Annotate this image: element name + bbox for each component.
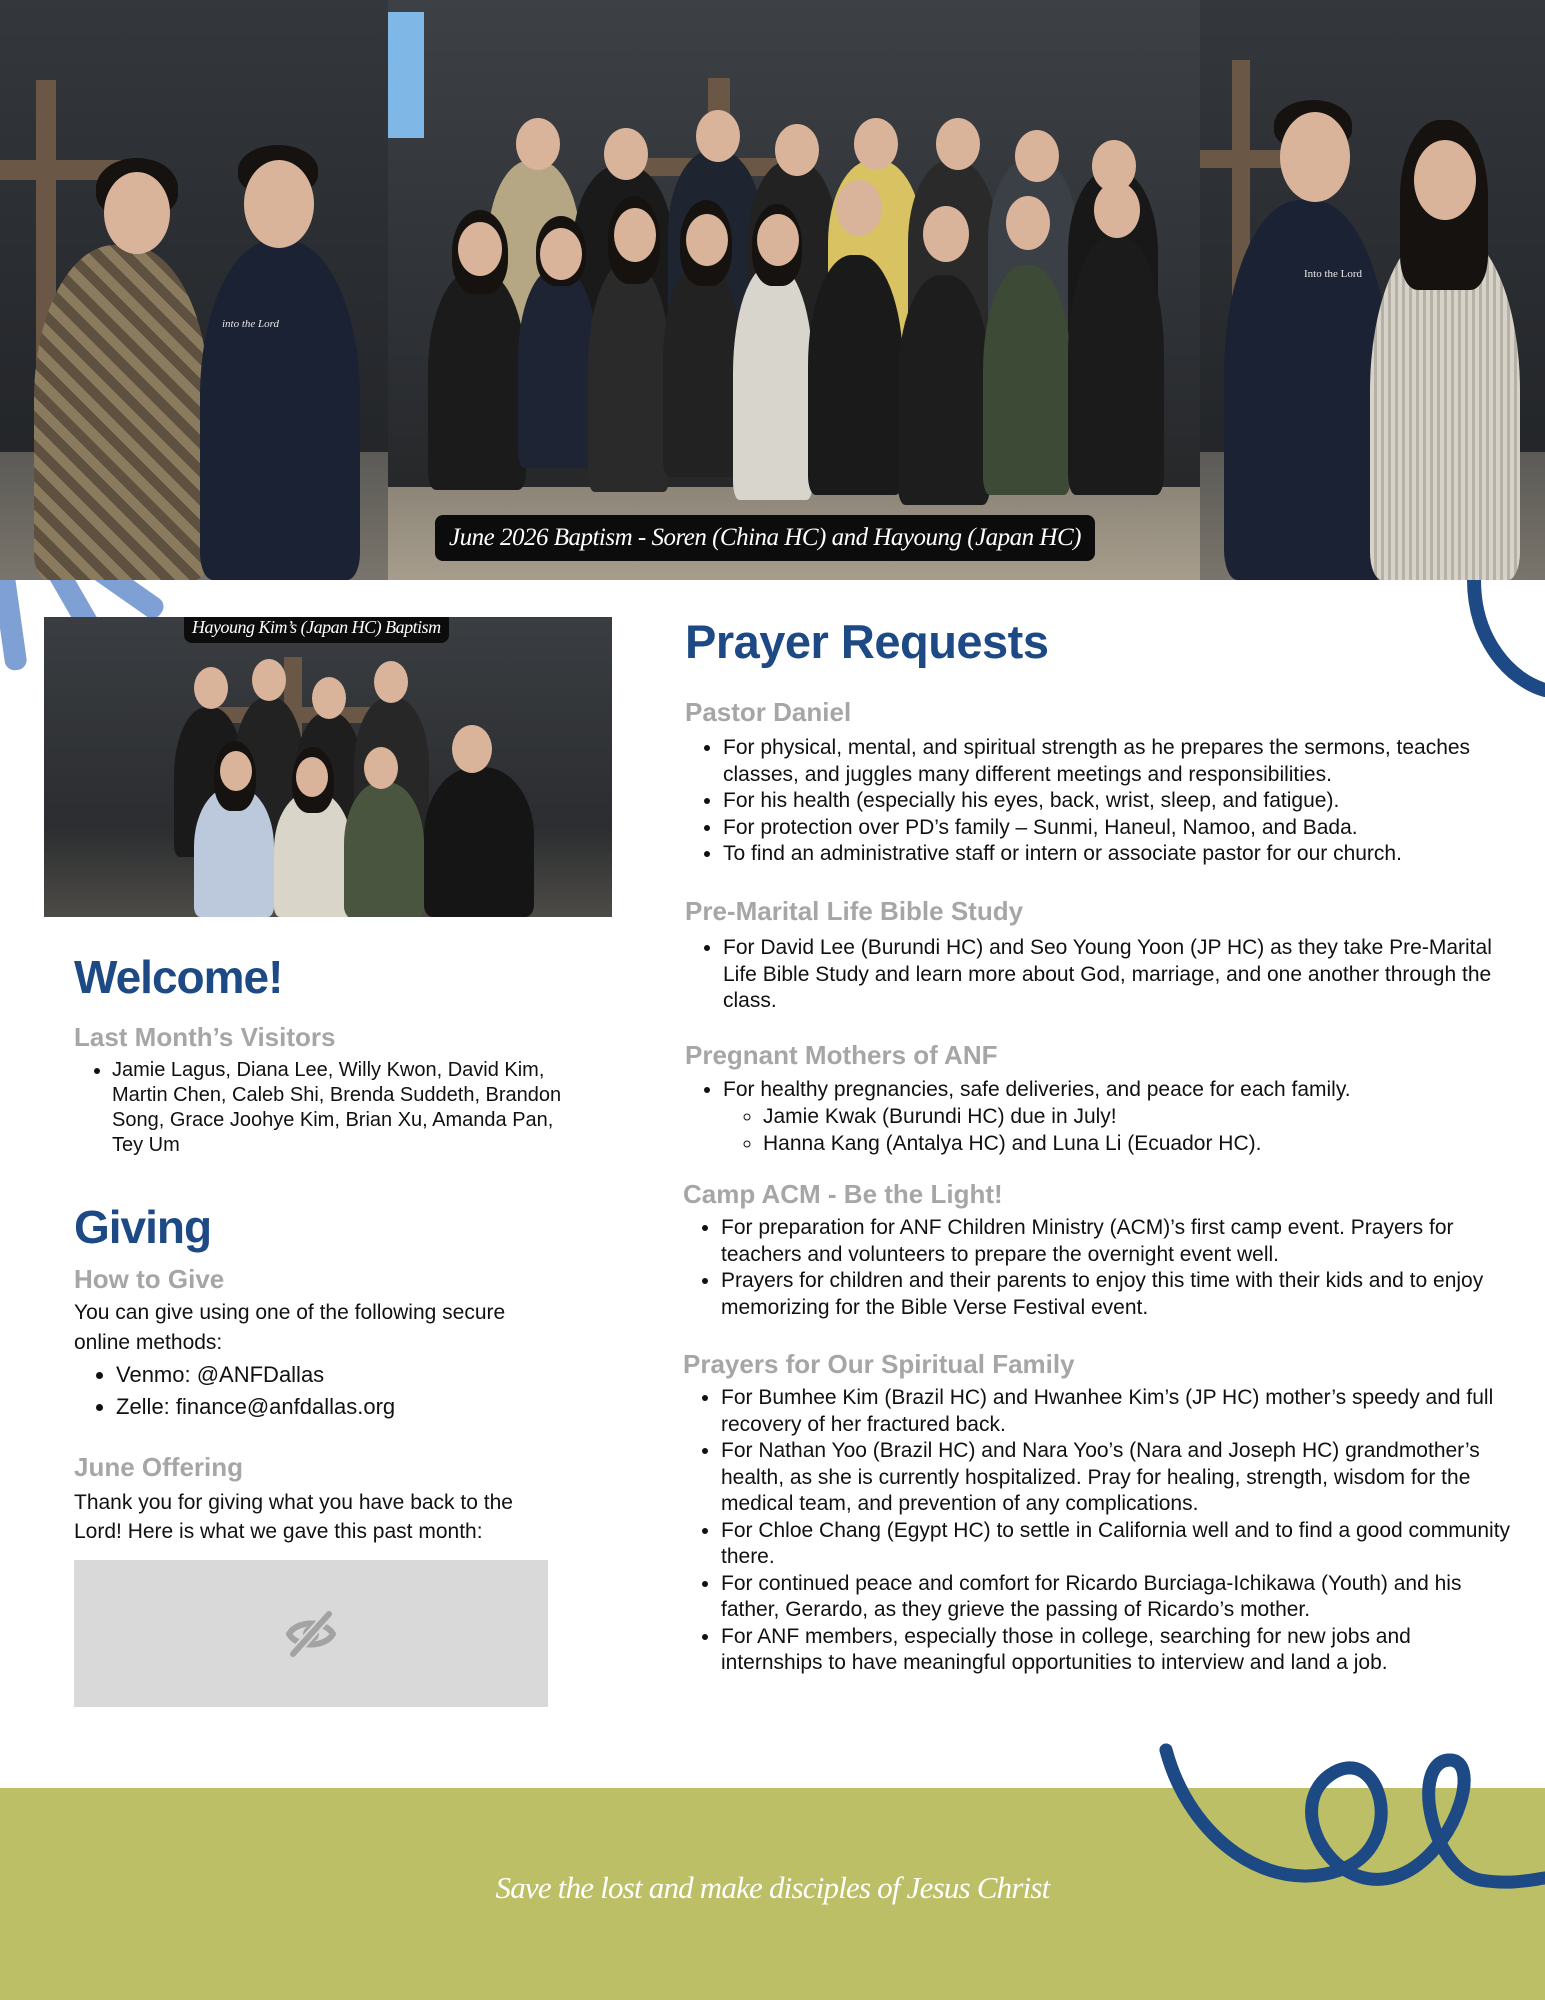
footer-tagline: Save the lost and make disciples of Jesus Christ bbox=[495, 1870, 1050, 1905]
how-to-give-heading: How to Give bbox=[74, 1264, 225, 1294]
prayer-subitem: ◦ Jamie Kwak (Burundi HC) due in July! bbox=[763, 1104, 1503, 1131]
prayer-item: • For his health (especially his eyes, back, wrist, sleep, and fatigue). bbox=[723, 788, 1503, 815]
prayer-item: • For Bumhee Kim (Brazil HC) and Hwanhee Kim’s (JP HC) mother’s speedy and full recovery of her fractured back. bbox=[721, 1385, 1511, 1438]
prayer-item: • For Nathan Yoo (Brazil HC) and Nara Yoo’s (Nara and Joseph HC) grandmother’s health, as she is currently hospitalized. Pray for healing, strength, wisdom for the medical team, and prevention of any complications. bbox=[721, 1438, 1511, 1518]
eye-slash-icon bbox=[283, 1606, 339, 1662]
prayer-heading-pre-marital: Pre-Marital Life Bible Study bbox=[685, 896, 1024, 926]
prayer-list-pastor-daniel bbox=[685, 735, 1503, 868]
how-to-give-text: You can give using one of the following secure online methods: bbox=[74, 1301, 506, 1354]
photo-caption-small: Hayoung Kim’s (Japan HC) Baptism bbox=[184, 617, 449, 643]
prayer-item: • For protection over PD’s family – Sunmi, Haneul, Namoo, and Bada. bbox=[723, 815, 1503, 842]
prayer-list-pregnant-mothers bbox=[685, 1077, 1503, 1104]
arc-decoration bbox=[1460, 580, 1545, 710]
prayer-item: • For ANF members, especially those in college, searching for new jobs and internships to have meaningful opportunities to interview and land a job. bbox=[721, 1624, 1511, 1677]
photo-top-center bbox=[388, 0, 1200, 580]
visitors-item: • Jamie Lagus, Diana Lee, Willy Kwon, David Kim, Martin Chen, Caleb Shi, Brenda Suddeth, Brandon Song, Grace Joohye Kim, Brian Xu, Amanda Pan, Tey Um bbox=[112, 1058, 582, 1158]
loop-decoration-front bbox=[1150, 1720, 1545, 1920]
prayer-heading-pregnant-mothers: Pregnant Mothers of ANF bbox=[685, 1040, 998, 1070]
prayer-item: • For continued peace and comfort for Ricardo Burciaga-Ichikawa (Youth) and his father, Gerardo, as they grieve the passing of Ricardo’s mother. bbox=[721, 1571, 1511, 1624]
photo-small-group bbox=[44, 617, 612, 917]
photo-top-right bbox=[1200, 0, 1545, 580]
shirt-text: Into the Lord bbox=[1304, 268, 1363, 280]
june-offering-text: Thank you for giving what you have back to the Lord! Here is what we gave this past month: bbox=[74, 1491, 513, 1543]
prayer-heading-pastor-daniel: Pastor Daniel bbox=[685, 697, 852, 727]
prayer-sublist-pregnant-mothers bbox=[725, 1104, 1503, 1157]
prayer-item: • For physical, mental, and spiritual strength as he prepares the sermons, teaches classes, and juggles many different meetings and responsibilities. bbox=[723, 735, 1503, 788]
prayer-list-camp-acm bbox=[683, 1215, 1503, 1321]
prayer-item: • For healthy pregnancies, safe deliveries, and peace for each family. bbox=[723, 1077, 1503, 1104]
prayer-item: • Prayers for children and their parents to enjoy this time with their kids and to enjoy memorizing for the Bible Verse Festival event. bbox=[721, 1268, 1503, 1321]
visitors-list bbox=[74, 1058, 582, 1158]
photo-top-left bbox=[0, 0, 388, 580]
giving-title: Giving bbox=[74, 1201, 212, 1253]
prayer-item: • For preparation for ANF Children Ministry (ACM)’s first camp event. Prayers for teachers and volunteers to prepare the overnight event well. bbox=[721, 1215, 1503, 1268]
photo-caption-top: June 2026 Baptism - Soren (China HC) and Hayoung (Japan HC) bbox=[435, 515, 1095, 561]
june-offering-heading: June Offering bbox=[74, 1452, 244, 1482]
visitors-heading: Last Month’s Visitors bbox=[74, 1022, 336, 1052]
welcome-title: Welcome! bbox=[74, 951, 283, 1003]
prayer-list-spiritual-family bbox=[683, 1385, 1511, 1677]
prayer-heading-camp-acm: Camp ACM - Be the Light! bbox=[683, 1179, 1003, 1209]
prayer-heading-spiritual-family: Prayers for Our Spiritual Family bbox=[683, 1349, 1075, 1379]
prayer-item: • For Chloe Chang (Egypt HC) to settle in California well and to find a good community there. bbox=[721, 1518, 1511, 1571]
offering-image-placeholder bbox=[74, 1560, 548, 1707]
prayer-title: Prayer Requests bbox=[685, 615, 1049, 668]
prayer-item: • To find an administrative staff or intern or associate pastor for our church. bbox=[723, 841, 1503, 868]
prayer-subitem: ◦ Hanna Kang (Antalya HC) and Luna Li (Ecuador HC). bbox=[763, 1131, 1503, 1158]
zelle-method: • Zelle: finance@anfdallas.org bbox=[116, 1391, 586, 1423]
venmo-method: • Venmo: @ANFDallas bbox=[116, 1359, 586, 1391]
shirt-text: into the Lord bbox=[222, 318, 280, 330]
giving-methods-list bbox=[74, 1359, 586, 1423]
prayer-list-pre-marital bbox=[685, 935, 1503, 1015]
prayer-item: • For David Lee (Burundi HC) and Seo Young Yoon (JP HC) as they take Pre-Marital Life Bible Study and learn more about God, marriage, and one another through the class. bbox=[723, 935, 1503, 1015]
